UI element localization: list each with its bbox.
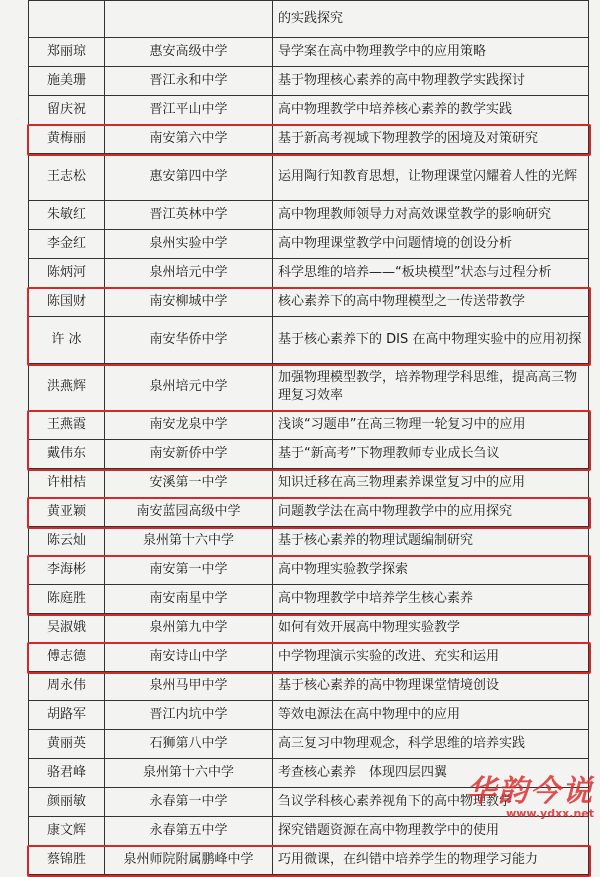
name-cell: 胡路军 bbox=[29, 701, 105, 730]
name-cell: 李金红 bbox=[29, 230, 105, 259]
topic-cell: 加强物理模型教学，培养物理学科思维，提高高三物理复习效率 bbox=[273, 364, 589, 411]
name-cell: 留庆祝 bbox=[29, 96, 105, 125]
topic-cell: 等效电源法在高中物理中的应用 bbox=[273, 701, 589, 730]
topic-cell: 高中物理教学中培养核心素养的教学实践 bbox=[273, 96, 589, 125]
document-sheet bbox=[28, 0, 588, 875]
name-cell: 王燕霞 bbox=[29, 411, 105, 440]
table-row bbox=[29, 440, 589, 469]
topic-cell: 高中物理课堂教学中问题情境的创设分析 bbox=[273, 230, 589, 259]
school-cell: 晋江永和中学 bbox=[105, 67, 273, 96]
school-cell: 南安柳城中学 bbox=[105, 288, 273, 317]
school-cell: 南安诗山中学 bbox=[105, 643, 273, 672]
topic-cell: 高中物理实验教学探索 bbox=[273, 556, 589, 585]
table-row bbox=[29, 154, 589, 201]
name-cell: 王志松 bbox=[29, 154, 105, 201]
table-row bbox=[29, 614, 589, 643]
school-cell bbox=[105, 1, 273, 38]
school-cell: 泉州培元中学 bbox=[105, 364, 273, 411]
watermark-url: www.ydxx.net bbox=[506, 807, 594, 820]
table-row bbox=[29, 230, 589, 259]
topic-cell: 导学案在高中物理教学中的应用策略 bbox=[273, 38, 589, 67]
table-row bbox=[29, 317, 589, 364]
name-cell: 郑丽琼 bbox=[29, 38, 105, 67]
school-cell: 惠安第四中学 bbox=[105, 154, 273, 201]
table-row bbox=[29, 701, 589, 730]
topic-cell: 运用陶行知教育思想，让物理课堂闪耀着人性的光辉 bbox=[273, 154, 589, 201]
school-cell: 泉州师院附属鹏峰中学 bbox=[105, 846, 273, 875]
school-cell: 惠安高级中学 bbox=[105, 38, 273, 67]
teacher-topic-table bbox=[28, 0, 589, 875]
school-cell: 石狮第八中学 bbox=[105, 730, 273, 759]
table-row bbox=[29, 96, 589, 125]
topic-cell: 科学思维的培养——“板块模型”状态与过程分析 bbox=[273, 259, 589, 288]
school-cell: 南安新侨中学 bbox=[105, 440, 273, 469]
name-cell: 许 冰 bbox=[29, 317, 105, 364]
table-row bbox=[29, 527, 589, 556]
topic-cell: 高中物理教学中培养学生核心素养 bbox=[273, 585, 589, 614]
school-cell: 晋江内坑中学 bbox=[105, 701, 273, 730]
name-cell: 李海彬 bbox=[29, 556, 105, 585]
topic-cell: 基于核心素养的物理试题编制研究 bbox=[273, 527, 589, 556]
school-cell: 南安蓝园高级中学 bbox=[105, 498, 273, 527]
school-cell: 南安南星中学 bbox=[105, 585, 273, 614]
school-cell: 泉州第九中学 bbox=[105, 614, 273, 643]
school-cell: 晋江英林中学 bbox=[105, 201, 273, 230]
name-cell: 颜丽敏 bbox=[29, 788, 105, 817]
table-row bbox=[29, 817, 589, 846]
topic-cell: 知识迁移在高三物理素养课堂复习中的应用 bbox=[273, 469, 589, 498]
school-cell: 泉州第十六中学 bbox=[105, 527, 273, 556]
name-cell: 陈炳河 bbox=[29, 259, 105, 288]
table-row bbox=[29, 364, 589, 411]
topic-cell: 问题教学法在高中物理教学中的应用探究 bbox=[273, 498, 589, 527]
topic-cell: 核心素养下的高中物理模型之一传送带教学 bbox=[273, 288, 589, 317]
school-cell: 永春第五中学 bbox=[105, 817, 273, 846]
topic-cell: 高中物理教师领导力对高效课堂教学的影响研究 bbox=[273, 201, 589, 230]
name-cell: 朱敏红 bbox=[29, 201, 105, 230]
name-cell: 陈国财 bbox=[29, 288, 105, 317]
school-cell: 泉州实验中学 bbox=[105, 230, 273, 259]
topic-cell: 基于核心素养下的 DIS 在高中物理实验中的应用初探 bbox=[273, 317, 589, 364]
table-row bbox=[29, 125, 589, 154]
school-cell: 安溪第一中学 bbox=[105, 469, 273, 498]
school-cell: 泉州培元中学 bbox=[105, 259, 273, 288]
name-cell: 黄梅丽 bbox=[29, 125, 105, 154]
topic-cell: 基于物理核心素养的高中物理教学实践探讨 bbox=[273, 67, 589, 96]
table-row bbox=[29, 643, 589, 672]
topic-cell: 如何有效开展高中物理实验教学 bbox=[273, 614, 589, 643]
name-cell: 施美珊 bbox=[29, 67, 105, 96]
table-row bbox=[29, 1, 589, 38]
topic-cell: 刍议学科核心素养视角下的高中物理教学 bbox=[273, 788, 589, 817]
watermark bbox=[466, 776, 594, 820]
name-cell: 骆君峰 bbox=[29, 759, 105, 788]
name-cell: 黄丽英 bbox=[29, 730, 105, 759]
topic-cell: 浅谈“习题串”在高三物理一轮复习中的应用 bbox=[273, 411, 589, 440]
topic-cell: 高三复习中物理观念，科学思维的培养实践 bbox=[273, 730, 589, 759]
topic-cell: 基于“新高考”下物理教师专业成长刍议 bbox=[273, 440, 589, 469]
name-cell: 陈云灿 bbox=[29, 527, 105, 556]
table-row bbox=[29, 556, 589, 585]
topic-cell: 巧用微课，在纠错中培养学生的物理学习能力 bbox=[273, 846, 589, 875]
table-row bbox=[29, 67, 589, 96]
watermark-logo: 华韵今说 bbox=[466, 774, 594, 809]
name-cell: 陈庭胜 bbox=[29, 585, 105, 614]
name-cell: 黄亚颖 bbox=[29, 498, 105, 527]
table-row bbox=[29, 411, 589, 440]
school-cell: 南安第一中学 bbox=[105, 556, 273, 585]
school-cell: 晋江平山中学 bbox=[105, 96, 273, 125]
table-row bbox=[29, 469, 589, 498]
school-cell: 泉州第十六中学 bbox=[105, 759, 273, 788]
topic-cell: 基于核心素养的高中物理课堂情境创设 bbox=[273, 672, 589, 701]
name-cell: 吴淑娥 bbox=[29, 614, 105, 643]
name-cell: 蔡锦胜 bbox=[29, 846, 105, 875]
table-row bbox=[29, 288, 589, 317]
table-row bbox=[29, 259, 589, 288]
school-cell: 泉州马甲中学 bbox=[105, 672, 273, 701]
table-row bbox=[29, 846, 589, 875]
school-cell: 永春第一中学 bbox=[105, 788, 273, 817]
name-cell: 许柑桔 bbox=[29, 469, 105, 498]
name-cell bbox=[29, 1, 105, 38]
name-cell: 戴伟东 bbox=[29, 440, 105, 469]
school-cell: 南安龙泉中学 bbox=[105, 411, 273, 440]
table-row bbox=[29, 38, 589, 67]
table-row bbox=[29, 585, 589, 614]
table-row bbox=[29, 730, 589, 759]
table-row bbox=[29, 498, 589, 527]
school-cell: 南安第六中学 bbox=[105, 125, 273, 154]
topic-cell: 探究错题资源在高中物理教学中的使用 bbox=[273, 817, 589, 846]
school-cell: 南安华侨中学 bbox=[105, 317, 273, 364]
topic-cell: 的实践探究 bbox=[273, 1, 589, 38]
name-cell: 周永伟 bbox=[29, 672, 105, 701]
name-cell: 傅志德 bbox=[29, 643, 105, 672]
topic-cell: 考查核心素养 体现四层四翼 bbox=[273, 759, 589, 788]
table-row bbox=[29, 672, 589, 701]
topic-cell: 基于新高考视域下物理教学的困境及对策研究 bbox=[273, 125, 589, 154]
name-cell: 洪燕辉 bbox=[29, 364, 105, 411]
table-row bbox=[29, 201, 589, 230]
topic-cell: 中学物理演示实验的改进、充实和运用 bbox=[273, 643, 589, 672]
name-cell: 康文辉 bbox=[29, 817, 105, 846]
